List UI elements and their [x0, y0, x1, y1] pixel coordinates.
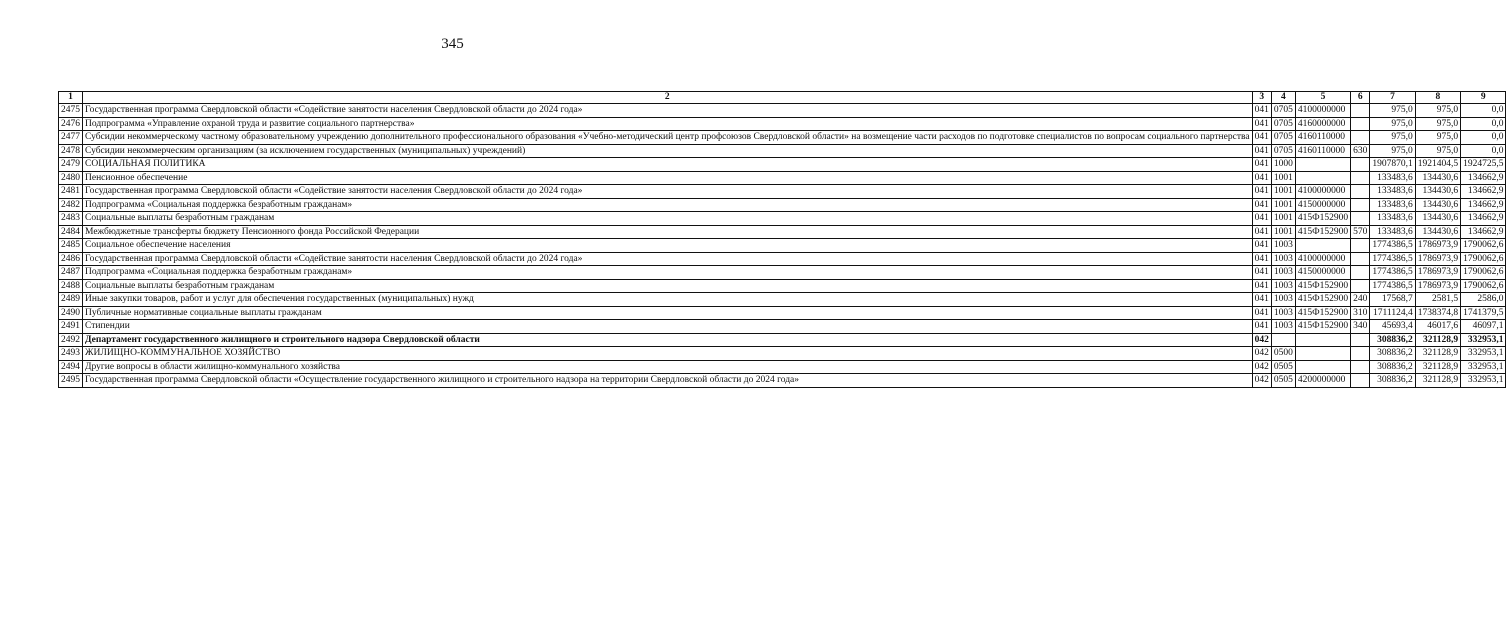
row-grbs-code: 041 — [1252, 158, 1271, 172]
row-section-code: 1001 — [1271, 171, 1295, 185]
row-expense-type — [1351, 279, 1370, 293]
row-amount-col7: 17568,7 — [1370, 293, 1415, 307]
row-target-code: 4100000000 — [1295, 104, 1350, 118]
table-row — [59, 131, 1506, 145]
row-amount-col7: 133483,6 — [1370, 171, 1415, 185]
row-number: 2482 — [59, 198, 83, 212]
row-name: Подпрограмма «Управление охраной труда и развитие социального партнерства» — [83, 117, 1253, 131]
row-target-code — [1295, 239, 1350, 253]
row-amount-col8: 1786973,9 — [1415, 252, 1460, 266]
row-amount-col7: 975,0 — [1370, 131, 1415, 145]
row-number: 2475 — [59, 104, 83, 118]
row-amount-col8: 46017,6 — [1415, 320, 1460, 334]
row-amount-col7: 975,0 — [1370, 144, 1415, 158]
row-amount-col8: 1786973,9 — [1415, 266, 1460, 280]
row-number: 2495 — [59, 374, 83, 388]
table-row — [59, 293, 1506, 307]
row-section-code: 0705 — [1271, 131, 1295, 145]
row-name: Департамент государственного жилищного и строительного надзора Свердловской области — [83, 333, 1253, 347]
row-name: Пенсионное обеспечение — [83, 171, 1253, 185]
row-expense-type — [1351, 360, 1370, 374]
row-amount-col9: 1790062,6 — [1461, 266, 1506, 280]
row-target-code: 4160110000 — [1295, 144, 1350, 158]
row-grbs-code: 041 — [1252, 279, 1271, 293]
row-grbs-code: 041 — [1252, 239, 1271, 253]
row-amount-col9: 0,0 — [1461, 104, 1506, 118]
row-name: Социальное обеспечение населения — [83, 239, 1253, 253]
row-grbs-code: 041 — [1252, 198, 1271, 212]
row-expense-type — [1351, 104, 1370, 118]
column-header: 1 — [59, 92, 83, 104]
row-amount-col7: 975,0 — [1370, 117, 1415, 131]
row-section-code: 1003 — [1271, 266, 1295, 280]
row-section-code: 1003 — [1271, 293, 1295, 307]
row-expense-type — [1351, 185, 1370, 199]
row-amount-col8: 321128,9 — [1415, 347, 1460, 361]
row-amount-col9: 134662,9 — [1461, 212, 1506, 226]
row-section-code: 1003 — [1271, 279, 1295, 293]
row-amount-col7: 308836,2 — [1370, 333, 1415, 347]
row-amount-col8: 134430,6 — [1415, 225, 1460, 239]
row-amount-col8: 1786973,9 — [1415, 279, 1460, 293]
row-section-code: 1003 — [1271, 252, 1295, 266]
table-row — [59, 279, 1506, 293]
column-header: 3 — [1252, 92, 1271, 104]
row-grbs-code: 041 — [1252, 306, 1271, 320]
budget-table — [58, 91, 1506, 388]
row-number: 2481 — [59, 185, 83, 199]
row-amount-col7: 133483,6 — [1370, 185, 1415, 199]
row-name: Стипендии — [83, 320, 1253, 334]
row-expense-type: 570 — [1351, 225, 1370, 239]
row-number: 2480 — [59, 171, 83, 185]
row-number: 2494 — [59, 360, 83, 374]
row-amount-col9: 332953,1 — [1461, 360, 1506, 374]
table-row — [59, 144, 1506, 158]
table-row — [59, 158, 1506, 172]
row-number: 2491 — [59, 320, 83, 334]
row-amount-col9: 332953,1 — [1461, 374, 1506, 388]
row-expense-type — [1351, 212, 1370, 226]
table-body — [59, 104, 1506, 388]
row-section-code: 0500 — [1271, 347, 1295, 361]
row-grbs-code: 041 — [1252, 144, 1271, 158]
row-amount-col8: 1738374,8 — [1415, 306, 1460, 320]
row-amount-col9: 134662,9 — [1461, 185, 1506, 199]
row-number: 2490 — [59, 306, 83, 320]
row-grbs-code: 041 — [1252, 225, 1271, 239]
table-row — [59, 117, 1506, 131]
row-section-code: 0705 — [1271, 144, 1295, 158]
row-amount-col8: 975,0 — [1415, 131, 1460, 145]
row-amount-col9: 134662,9 — [1461, 225, 1506, 239]
table-row — [59, 252, 1506, 266]
row-number: 2479 — [59, 158, 83, 172]
row-grbs-code: 041 — [1252, 252, 1271, 266]
row-amount-col9: 134662,9 — [1461, 198, 1506, 212]
row-section-code: 1000 — [1271, 158, 1295, 172]
row-expense-type — [1351, 198, 1370, 212]
row-amount-col8: 975,0 — [1415, 117, 1460, 131]
row-amount-col9: 0,0 — [1461, 117, 1506, 131]
row-amount-col7: 1711124,4 — [1370, 306, 1415, 320]
row-amount-col9: 0,0 — [1461, 144, 1506, 158]
row-number: 2489 — [59, 293, 83, 307]
column-header: 4 — [1271, 92, 1295, 104]
row-amount-col7: 45693,4 — [1370, 320, 1415, 334]
table-row — [59, 104, 1506, 118]
row-amount-col8: 975,0 — [1415, 104, 1460, 118]
row-amount-col8: 321128,9 — [1415, 333, 1460, 347]
row-amount-col7: 308836,2 — [1370, 347, 1415, 361]
row-name: Социальные выплаты безработным гражданам — [83, 212, 1253, 226]
table-row — [59, 347, 1506, 361]
table-row — [59, 185, 1506, 199]
row-number: 2484 — [59, 225, 83, 239]
row-target-code: 4100000000 — [1295, 185, 1350, 199]
row-grbs-code: 042 — [1252, 374, 1271, 388]
row-amount-col8: 1786973,9 — [1415, 239, 1460, 253]
row-amount-col9: 332953,1 — [1461, 347, 1506, 361]
row-target-code: 415Ф152900 — [1295, 212, 1350, 226]
row-expense-type — [1351, 171, 1370, 185]
row-amount-col7: 1774386,5 — [1370, 239, 1415, 253]
row-target-code — [1295, 347, 1350, 361]
table-row — [59, 320, 1506, 334]
row-expense-type: 310 — [1351, 306, 1370, 320]
row-expense-type — [1351, 347, 1370, 361]
row-number: 2476 — [59, 117, 83, 131]
row-name: Подпрограмма «Социальная поддержка безработным гражданам» — [83, 266, 1253, 280]
column-header: 8 — [1415, 92, 1460, 104]
row-number: 2483 — [59, 212, 83, 226]
row-section-code: 0505 — [1271, 374, 1295, 388]
row-target-code — [1295, 158, 1350, 172]
row-grbs-code: 041 — [1252, 293, 1271, 307]
row-name: Публичные нормативные социальные выплаты гражданам — [83, 306, 1253, 320]
table-row — [59, 212, 1506, 226]
row-section-code: 0705 — [1271, 117, 1295, 131]
row-target-code — [1295, 171, 1350, 185]
row-section-code: 1001 — [1271, 212, 1295, 226]
table-row — [59, 266, 1506, 280]
row-name: Социальные выплаты безработным гражданам — [83, 279, 1253, 293]
row-grbs-code: 041 — [1252, 117, 1271, 131]
row-amount-col9: 1741379,5 — [1461, 306, 1506, 320]
row-target-code: 415Ф152900 — [1295, 225, 1350, 239]
table-row — [59, 225, 1506, 239]
table-row — [59, 360, 1506, 374]
row-grbs-code: 041 — [1252, 171, 1271, 185]
row-section-code: 0505 — [1271, 360, 1295, 374]
row-expense-type — [1351, 252, 1370, 266]
row-expense-type — [1351, 333, 1370, 347]
row-number: 2493 — [59, 347, 83, 361]
row-grbs-code: 041 — [1252, 212, 1271, 226]
row-amount-col7: 133483,6 — [1370, 212, 1415, 226]
column-header: 7 — [1370, 92, 1415, 104]
row-name: Государственная программа Свердловской области «Осуществление государственного жилищного и строительного надзора на территории Свердловской области до 2024 года» — [83, 374, 1253, 388]
row-name: Межбюджетные трансферты бюджету Пенсионного фонда Российской Федерации — [83, 225, 1253, 239]
row-name: Субсидии некоммерческому частному образовательному учреждению дополнительного профессионального образования «Учебно-методический центр профсоюзов Свердловской области» на возмещение части расходов по подготовке специалистов по вопросам социального партнерства — [83, 131, 1253, 145]
row-expense-type — [1351, 266, 1370, 280]
row-section-code: 1001 — [1271, 225, 1295, 239]
row-section-code: 1003 — [1271, 306, 1295, 320]
table-row — [59, 333, 1506, 347]
row-amount-col9: 46097,1 — [1461, 320, 1506, 334]
page-number: 345 — [441, 36, 464, 52]
row-amount-col7: 308836,2 — [1370, 360, 1415, 374]
row-grbs-code: 041 — [1252, 131, 1271, 145]
row-target-code: 4160000000 — [1295, 117, 1350, 131]
row-section-code: 1001 — [1271, 198, 1295, 212]
row-number: 2488 — [59, 279, 83, 293]
row-grbs-code: 041 — [1252, 266, 1271, 280]
table-row — [59, 239, 1506, 253]
row-target-code: 4150000000 — [1295, 266, 1350, 280]
row-amount-col8: 1921404,5 — [1415, 158, 1460, 172]
row-expense-type: 630 — [1351, 144, 1370, 158]
table-row — [59, 374, 1506, 388]
row-section-code: 1003 — [1271, 320, 1295, 334]
row-amount-col9: 1790062,6 — [1461, 279, 1506, 293]
row-expense-type — [1351, 374, 1370, 388]
table-row — [59, 198, 1506, 212]
row-name: ЖИЛИЩНО-КОММУНАЛЬНОЕ ХОЗЯЙСТВО — [83, 347, 1253, 361]
row-target-code — [1295, 360, 1350, 374]
table-row — [59, 171, 1506, 185]
row-target-code: 4160110000 — [1295, 131, 1350, 145]
row-expense-type — [1351, 239, 1370, 253]
column-header: 6 — [1351, 92, 1370, 104]
row-amount-col7: 308836,2 — [1370, 374, 1415, 388]
row-section-code: 1001 — [1271, 185, 1295, 199]
row-name: Государственная программа Свердловской области «Содействие занятости населения Свердловской области до 2024 года» — [83, 252, 1253, 266]
row-number: 2478 — [59, 144, 83, 158]
row-target-code: 415Ф152900 — [1295, 293, 1350, 307]
row-expense-type — [1351, 117, 1370, 131]
row-section-code — [1271, 333, 1295, 347]
row-name: СОЦИАЛЬНАЯ ПОЛИТИКА — [83, 158, 1253, 172]
row-amount-col8: 321128,9 — [1415, 360, 1460, 374]
row-section-code: 1003 — [1271, 239, 1295, 253]
row-section-code: 0705 — [1271, 104, 1295, 118]
row-amount-col7: 975,0 — [1370, 104, 1415, 118]
row-target-code: 415Ф152900 — [1295, 306, 1350, 320]
row-amount-col7: 1774386,5 — [1370, 252, 1415, 266]
row-amount-col8: 134430,6 — [1415, 185, 1460, 199]
row-target-code: 415Ф152900 — [1295, 320, 1350, 334]
table-row — [59, 306, 1506, 320]
row-amount-col7: 1774386,5 — [1370, 266, 1415, 280]
row-grbs-code: 042 — [1252, 360, 1271, 374]
row-number: 2477 — [59, 131, 83, 145]
row-amount-col8: 134430,6 — [1415, 212, 1460, 226]
row-expense-type: 340 — [1351, 320, 1370, 334]
row-number: 2485 — [59, 239, 83, 253]
row-target-code — [1295, 333, 1350, 347]
row-expense-type — [1351, 158, 1370, 172]
row-amount-col9: 2586,0 — [1461, 293, 1506, 307]
row-amount-col9: 1790062,6 — [1461, 252, 1506, 266]
row-amount-col9: 0,0 — [1461, 131, 1506, 145]
row-amount-col8: 134430,6 — [1415, 198, 1460, 212]
row-amount-col7: 133483,6 — [1370, 198, 1415, 212]
row-amount-col8: 134430,6 — [1415, 171, 1460, 185]
row-grbs-code: 042 — [1252, 347, 1271, 361]
column-header: 5 — [1295, 92, 1350, 104]
row-grbs-code: 041 — [1252, 320, 1271, 334]
row-target-code: 4200000000 — [1295, 374, 1350, 388]
row-target-code: 4100000000 — [1295, 252, 1350, 266]
row-grbs-code: 041 — [1252, 104, 1271, 118]
row-amount-col8: 975,0 — [1415, 144, 1460, 158]
row-amount-col7: 1907870,1 — [1370, 158, 1415, 172]
row-grbs-code: 041 — [1252, 185, 1271, 199]
row-name: Государственная программа Свердловской области «Содействие занятости населения Свердловской области до 2024 года» — [83, 185, 1253, 199]
row-target-code: 4150000000 — [1295, 198, 1350, 212]
row-amount-col7: 133483,6 — [1370, 225, 1415, 239]
row-name: Государственная программа Свердловской области «Содействие занятости населения Свердловской области до 2024 года» — [83, 104, 1253, 118]
row-expense-type: 240 — [1351, 293, 1370, 307]
row-amount-col8: 2581,5 — [1415, 293, 1460, 307]
row-name: Подпрограмма «Социальная поддержка безработным гражданам» — [83, 198, 1253, 212]
row-amount-col9: 1924725,5 — [1461, 158, 1506, 172]
header-row — [59, 92, 1506, 104]
row-amount-col9: 1790062,6 — [1461, 239, 1506, 253]
column-header: 2 — [83, 92, 1253, 104]
row-expense-type — [1351, 131, 1370, 145]
row-name: Иные закупки товаров, работ и услуг для обеспечения государственных (муниципальных) нужд — [83, 293, 1253, 307]
row-amount-col8: 321128,9 — [1415, 374, 1460, 388]
column-header: 9 — [1461, 92, 1506, 104]
row-name: Субсидии некоммерческим организациям (за исключением государственных (муниципальных) учреждений) — [83, 144, 1253, 158]
row-number: 2486 — [59, 252, 83, 266]
row-amount-col7: 1774386,5 — [1370, 279, 1415, 293]
row-amount-col9: 332953,1 — [1461, 333, 1506, 347]
row-grbs-code: 042 — [1252, 333, 1271, 347]
row-name: Другие вопросы в области жилищно-коммунального хозяйства — [83, 360, 1253, 374]
row-number: 2487 — [59, 266, 83, 280]
row-number: 2492 — [59, 333, 83, 347]
row-amount-col9: 134662,9 — [1461, 171, 1506, 185]
row-target-code: 415Ф152900 — [1295, 279, 1350, 293]
